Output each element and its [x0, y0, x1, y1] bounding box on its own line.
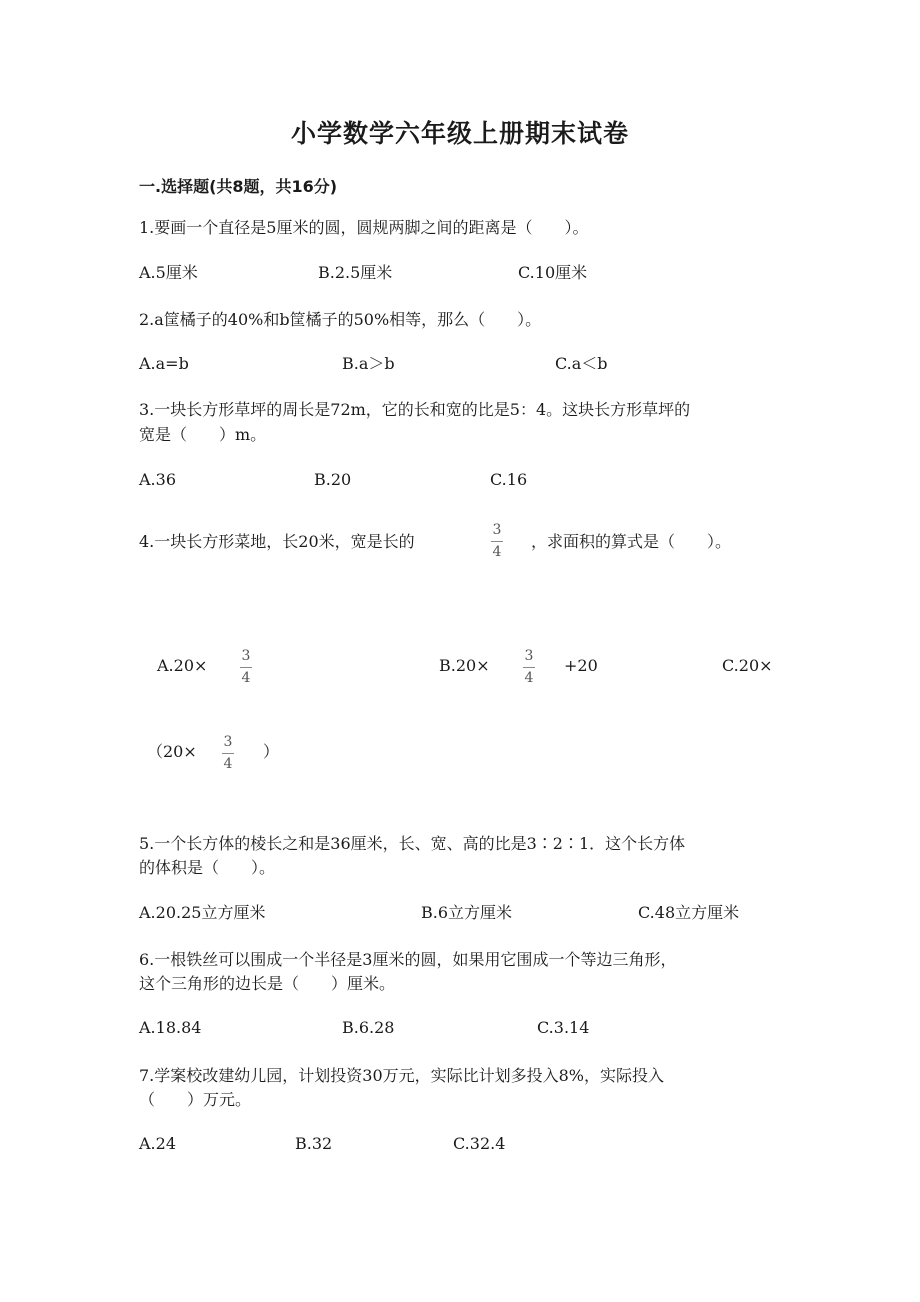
fraction-denominator: 4 — [223, 756, 233, 772]
question-3-text-line1: 3.一块长方形草坪的周长是72m，它的长和宽的比是5：4。这块长方形草坪的 — [139, 400, 691, 419]
question-4-option-c[interactable]: C.20× — [722, 656, 773, 675]
question-2-option-b[interactable]: B.a＞b — [342, 354, 395, 373]
question-2-option-a[interactable]: A.a=b — [139, 354, 189, 373]
question-7-option-a[interactable]: A.24 — [139, 1134, 176, 1153]
question-6-option-a[interactable]: A.18.84 — [139, 1018, 202, 1037]
question-1-option-c[interactable]: C.10厘米 — [518, 263, 588, 282]
question-7-text-line2: （ ）万元。 — [139, 1090, 252, 1109]
fraction-bar — [222, 753, 234, 754]
fraction-denominator: 4 — [241, 670, 251, 686]
question-3-option-a[interactable]: A.36 — [139, 470, 176, 489]
fraction-three-quarters — [523, 648, 535, 686]
question-7-text-line1: 7.学案校改建幼儿园，计划投资30万元，实际比计划多投入8%，实际投入 — [139, 1066, 665, 1085]
question-6-option-b[interactable]: B.6.28 — [342, 1018, 395, 1037]
fraction-denominator: 4 — [492, 544, 502, 560]
fraction-three-quarters — [240, 648, 252, 686]
fraction-numerator: 3 — [492, 522, 502, 538]
question-4-option-a[interactable]: A.20× — [157, 656, 208, 675]
question-5-option-c[interactable]: C.48立方厘米 — [638, 903, 740, 922]
question-4-text-before: 4.一块长方形菜地，长20米，宽是长的 — [139, 532, 415, 551]
fraction-bar — [523, 667, 535, 668]
question-5-text-line2: 的体积是（ ）。 — [139, 858, 276, 877]
question-3-option-c[interactable]: C.16 — [490, 470, 528, 489]
question-1-option-b[interactable]: B.2.5厘米 — [318, 263, 393, 282]
question-2-text: 2.a筐橘子的40%和b筐橘子的50%相等，那么（ ）。 — [139, 310, 542, 329]
question-1-text: 1.要画一个直径是5厘米的圆，圆规两脚之间的距离是（ ）。 — [139, 218, 589, 237]
fraction-numerator: 3 — [524, 648, 534, 664]
fraction-numerator: 3 — [241, 648, 251, 664]
fraction-three-quarters — [222, 734, 234, 772]
fraction-three-quarters — [491, 522, 503, 560]
fraction-bar — [491, 541, 503, 542]
question-6-text-line2: 这个三角形的边长是（ ）厘米。 — [139, 974, 396, 993]
question-5-option-b[interactable]: B.6立方厘米 — [421, 903, 513, 922]
question-4-option-b-suffix: +20 — [564, 656, 598, 675]
fraction-bar — [240, 667, 252, 668]
question-1-option-a[interactable]: A.5厘米 — [139, 263, 198, 282]
question-3-option-b[interactable]: B.20 — [314, 470, 352, 489]
question-2-option-c[interactable]: C.a＜b — [555, 354, 608, 373]
question-7-option-b[interactable]: B.32 — [295, 1134, 333, 1153]
question-6-option-c[interactable]: C.3.14 — [537, 1018, 590, 1037]
question-4-option-b[interactable]: B.20× — [439, 656, 490, 675]
question-5-option-a[interactable]: A.20.25立方厘米 — [139, 903, 266, 922]
question-4-option-c-close: ） — [263, 742, 280, 761]
question-3-text-line2: 宽是（ ）m。 — [139, 425, 267, 444]
fraction-numerator: 3 — [223, 734, 233, 750]
question-5-text-line1: 5.一个长方体的棱长之和是36厘米，长、宽、高的比是3∶2∶1．这个长方体 — [139, 834, 686, 853]
question-4-option-c-continued: （20× — [147, 742, 197, 761]
question-4-text-after: ，求面积的算式是（ ）。 — [531, 532, 732, 551]
fraction-denominator: 4 — [524, 670, 534, 686]
question-7-option-c[interactable]: C.32.4 — [453, 1134, 506, 1153]
question-6-text-line1: 6.一根铁丝可以围成一个半径是3厘米的圆，如果用它围成一个等边三角形， — [139, 950, 677, 969]
page-title: 小学数学六年级上册期末试卷 — [290, 119, 629, 148]
section-heading: 一.选择题(共8题，共16分) — [139, 177, 338, 196]
